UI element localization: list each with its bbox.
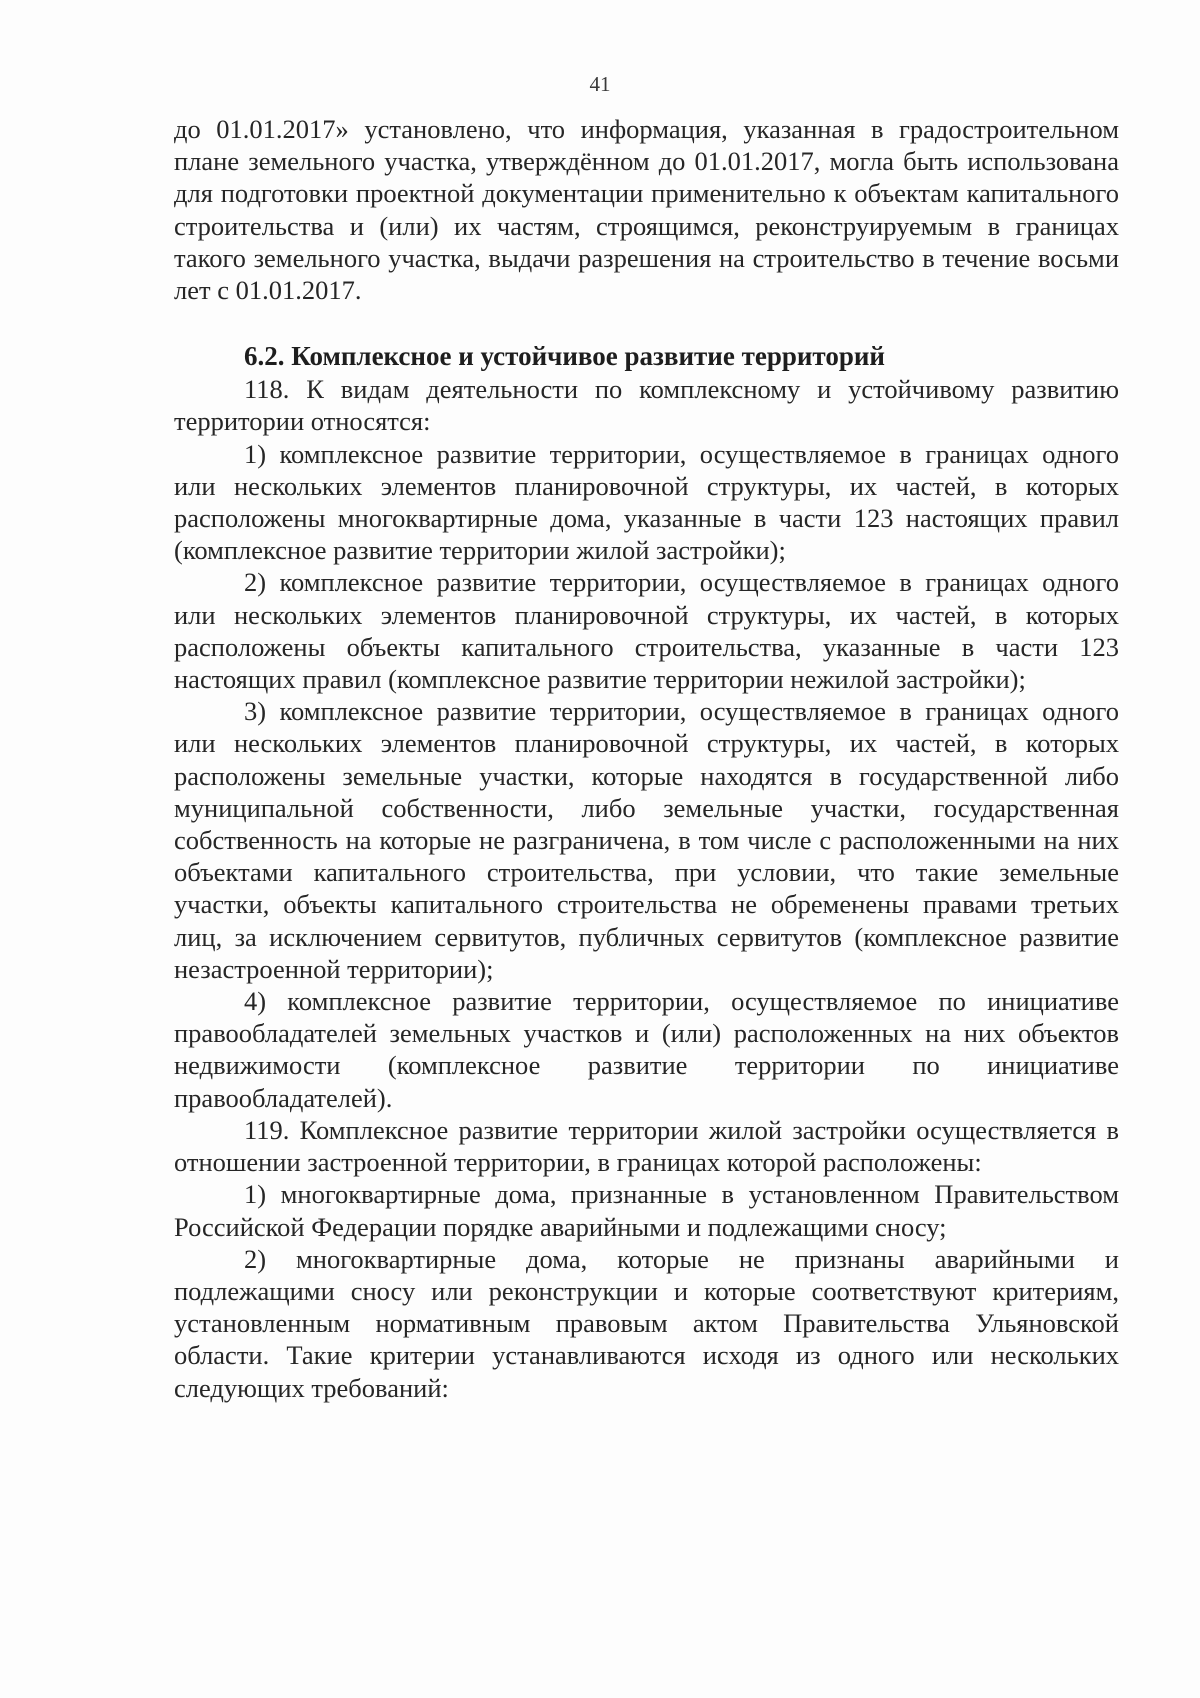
list-item-118-4: 4) комплексное развитие территории, осуществляемое по инициативе правообладателей земельных участков и (или) расположенных на них объектов недвижимости (комплексное развитие территории по инициативе правообладателей). xyxy=(174,986,1119,1113)
list-item-119-2: 2) многоквартирные дома, которые не признаны аварийными и подлежащими сносу или реконструкции и которые соответствуют критериям, установленным нормативным правовым актом Правительства Ульяновской области. Такие критерии устанавливаются исходя из одного или нескольких следующих требований: xyxy=(174,1243,1119,1403)
section-heading: 6.2. Комплексное и устойчивое развитие территорий xyxy=(244,341,885,372)
page-content xyxy=(174,113,1119,1404)
list-item-119-1: 1) многоквартирные дома, признанные в установленном Правительством Российской Федерации порядке аварийными и подлежащими сносу; xyxy=(174,1179,1119,1242)
list-item-118-2: 2) комплексное развитие территории, осуществляемое в границах одного или нескольких элементов планировочной структуры, их частей, в которых расположены объекты капитального строительства, указанные в части 123 настоящих правил (комплексное развитие территории нежилой застройки); xyxy=(174,567,1119,695)
paragraph-119: 119. Комплексное развитие территории жилой застройки осуществляется в отношении застроенной территории, в границах которой расположены: xyxy=(174,1114,1119,1178)
paragraph-continuation: до 01.01.2017» установлено, что информация, указанная в градостроительном плане земельного участка, утверждённом до 01.01.2017, могла быть использована для подготовки проектной документации применительно к объектам капитального строительства и (или) их частям, строящимся, реконструируемым в границах такого земельного участка, выдачи разрешения на строительство в течение восьми лет с 01.01.2017. xyxy=(174,114,1119,306)
list-item-118-3: 3) комплексное развитие территории, осуществляемое в границах одного или нескольких элементов планировочной структуры, их частей, в которых расположены земельные участки, которые находятся в государственной либо муниципальной собственности, либо земельные участки, государственная собственность на которые не разграничена, в том числе с расположенными на них объектами капитального строительства, при условии, что такие земельные участки, объекты капитального строительства не обременены правами третьих лиц, за исключением сервитутов, публичных сервитутов (комплексное развитие незастроенной территории); xyxy=(174,696,1119,984)
list-item-118-1: 1) комплексное развитие территории, осуществляемое в границах одного или нескольких элементов планировочной структуры, их частей, в которых расположены многоквартирные дома, указанные в части 123 настоящих правил (комплексное развитие территории жилой застройки); xyxy=(174,438,1119,566)
paragraph-118: 118. К видам деятельности по комплексному и устойчивому развитию территории относятся: xyxy=(174,374,1119,437)
page-number: 41 xyxy=(589,72,611,96)
